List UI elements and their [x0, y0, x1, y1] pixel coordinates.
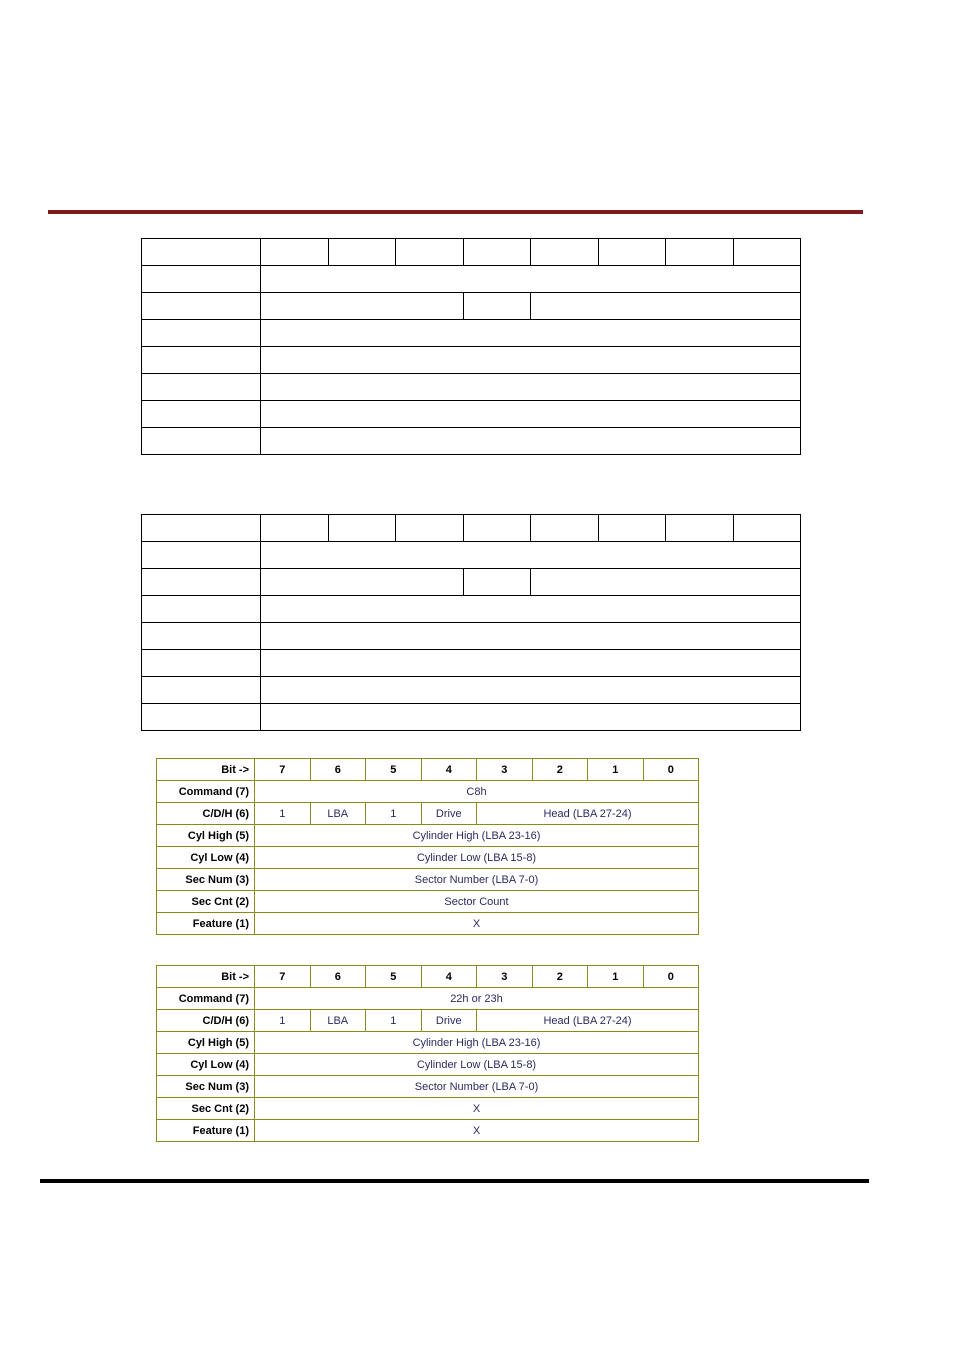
row-label: C/D/H (6)	[157, 1010, 255, 1032]
register-value: Sector Count	[255, 891, 699, 913]
register-value: Cylinder Low (LBA 15-8)	[255, 1054, 699, 1076]
table-row	[142, 374, 801, 401]
row-label: Command (7)	[157, 781, 255, 803]
table-row	[157, 1010, 699, 1032]
table-row	[157, 803, 699, 825]
bit-cell: 0	[643, 966, 699, 988]
register-value: X	[255, 1098, 699, 1120]
bit-cell: 1	[366, 803, 422, 825]
table-row	[157, 847, 699, 869]
table-row	[157, 1098, 699, 1120]
row-label: Sec Num (3)	[157, 1076, 255, 1098]
register-value: X	[255, 1120, 699, 1142]
row-label: Command (7)	[157, 988, 255, 1010]
head-cell: Head (LBA 27-24)	[477, 803, 699, 825]
register-table-2	[156, 965, 699, 1142]
table-row	[157, 988, 699, 1010]
table-row	[142, 569, 801, 596]
row-label: Feature (1)	[157, 1120, 255, 1142]
blank-register-table-2	[141, 514, 801, 731]
row-label: Cyl Low (4)	[157, 847, 255, 869]
row-label: Sec Cnt (2)	[157, 891, 255, 913]
bit-cell: 4	[421, 759, 477, 781]
bit-cell: 5	[366, 966, 422, 988]
table-row	[142, 320, 801, 347]
bit-cell: 1	[255, 803, 311, 825]
head-cell: Head (LBA 27-24)	[477, 1010, 699, 1032]
bit-cell: Drive	[421, 1010, 477, 1032]
bit-cell: 3	[477, 966, 533, 988]
row-label: Cyl High (5)	[157, 825, 255, 847]
table-row	[142, 347, 801, 374]
register-value: 22h or 23h	[255, 988, 699, 1010]
bit-cell: 5	[366, 759, 422, 781]
row-label: Bit ->	[157, 759, 255, 781]
bit-cell: 7	[255, 966, 311, 988]
bit-cell: 2	[532, 759, 588, 781]
table-row	[157, 825, 699, 847]
table-row	[142, 428, 801, 455]
table-row	[157, 891, 699, 913]
row-label: Sec Cnt (2)	[157, 1098, 255, 1120]
row-label: Feature (1)	[157, 913, 255, 935]
bit-cell: 3	[477, 759, 533, 781]
footer-rule	[40, 1179, 869, 1183]
bit-cell: 0	[643, 759, 699, 781]
register-value: Cylinder High (LBA 23-16)	[255, 1032, 699, 1054]
header-rule	[48, 210, 863, 214]
row-label: Cyl High (5)	[157, 1032, 255, 1054]
bit-cell: Drive	[421, 803, 477, 825]
bit-cell: 1	[366, 1010, 422, 1032]
register-value: Sector Number (LBA 7-0)	[255, 1076, 699, 1098]
table-row	[142, 239, 801, 266]
bit-cell: 6	[310, 759, 366, 781]
table-row	[142, 596, 801, 623]
table-row	[142, 266, 801, 293]
table-row	[157, 1076, 699, 1098]
table-row	[142, 542, 801, 569]
bit-cell: LBA	[310, 1010, 366, 1032]
table-row	[142, 515, 801, 542]
bit-cell: 4	[421, 966, 477, 988]
table-row	[142, 677, 801, 704]
table-row	[142, 623, 801, 650]
table-row	[157, 966, 699, 988]
blank-register-table-1	[141, 238, 801, 455]
table-row	[142, 401, 801, 428]
row-label: C/D/H (6)	[157, 803, 255, 825]
table-row	[157, 869, 699, 891]
row-label: Sec Num (3)	[157, 869, 255, 891]
register-value: X	[255, 913, 699, 935]
bit-cell: LBA	[310, 803, 366, 825]
table-row	[142, 650, 801, 677]
register-value: Cylinder Low (LBA 15-8)	[255, 847, 699, 869]
table-row	[157, 913, 699, 935]
table-row	[157, 1054, 699, 1076]
register-value: Cylinder High (LBA 23-16)	[255, 825, 699, 847]
row-label: Bit ->	[157, 966, 255, 988]
table-row	[157, 1032, 699, 1054]
register-table-1	[156, 758, 699, 935]
bit-cell: 1	[588, 966, 644, 988]
register-value: C8h	[255, 781, 699, 803]
bit-cell: 6	[310, 966, 366, 988]
table-row	[157, 1120, 699, 1142]
bit-cell: 7	[255, 759, 311, 781]
bit-cell: 2	[532, 966, 588, 988]
register-value: Sector Number (LBA 7-0)	[255, 869, 699, 891]
bit-cell: 1	[588, 759, 644, 781]
table-row	[142, 293, 801, 320]
bit-cell: 1	[255, 1010, 311, 1032]
row-label: Cyl Low (4)	[157, 1054, 255, 1076]
table-row	[142, 704, 801, 731]
table-row	[157, 759, 699, 781]
table-row	[157, 781, 699, 803]
